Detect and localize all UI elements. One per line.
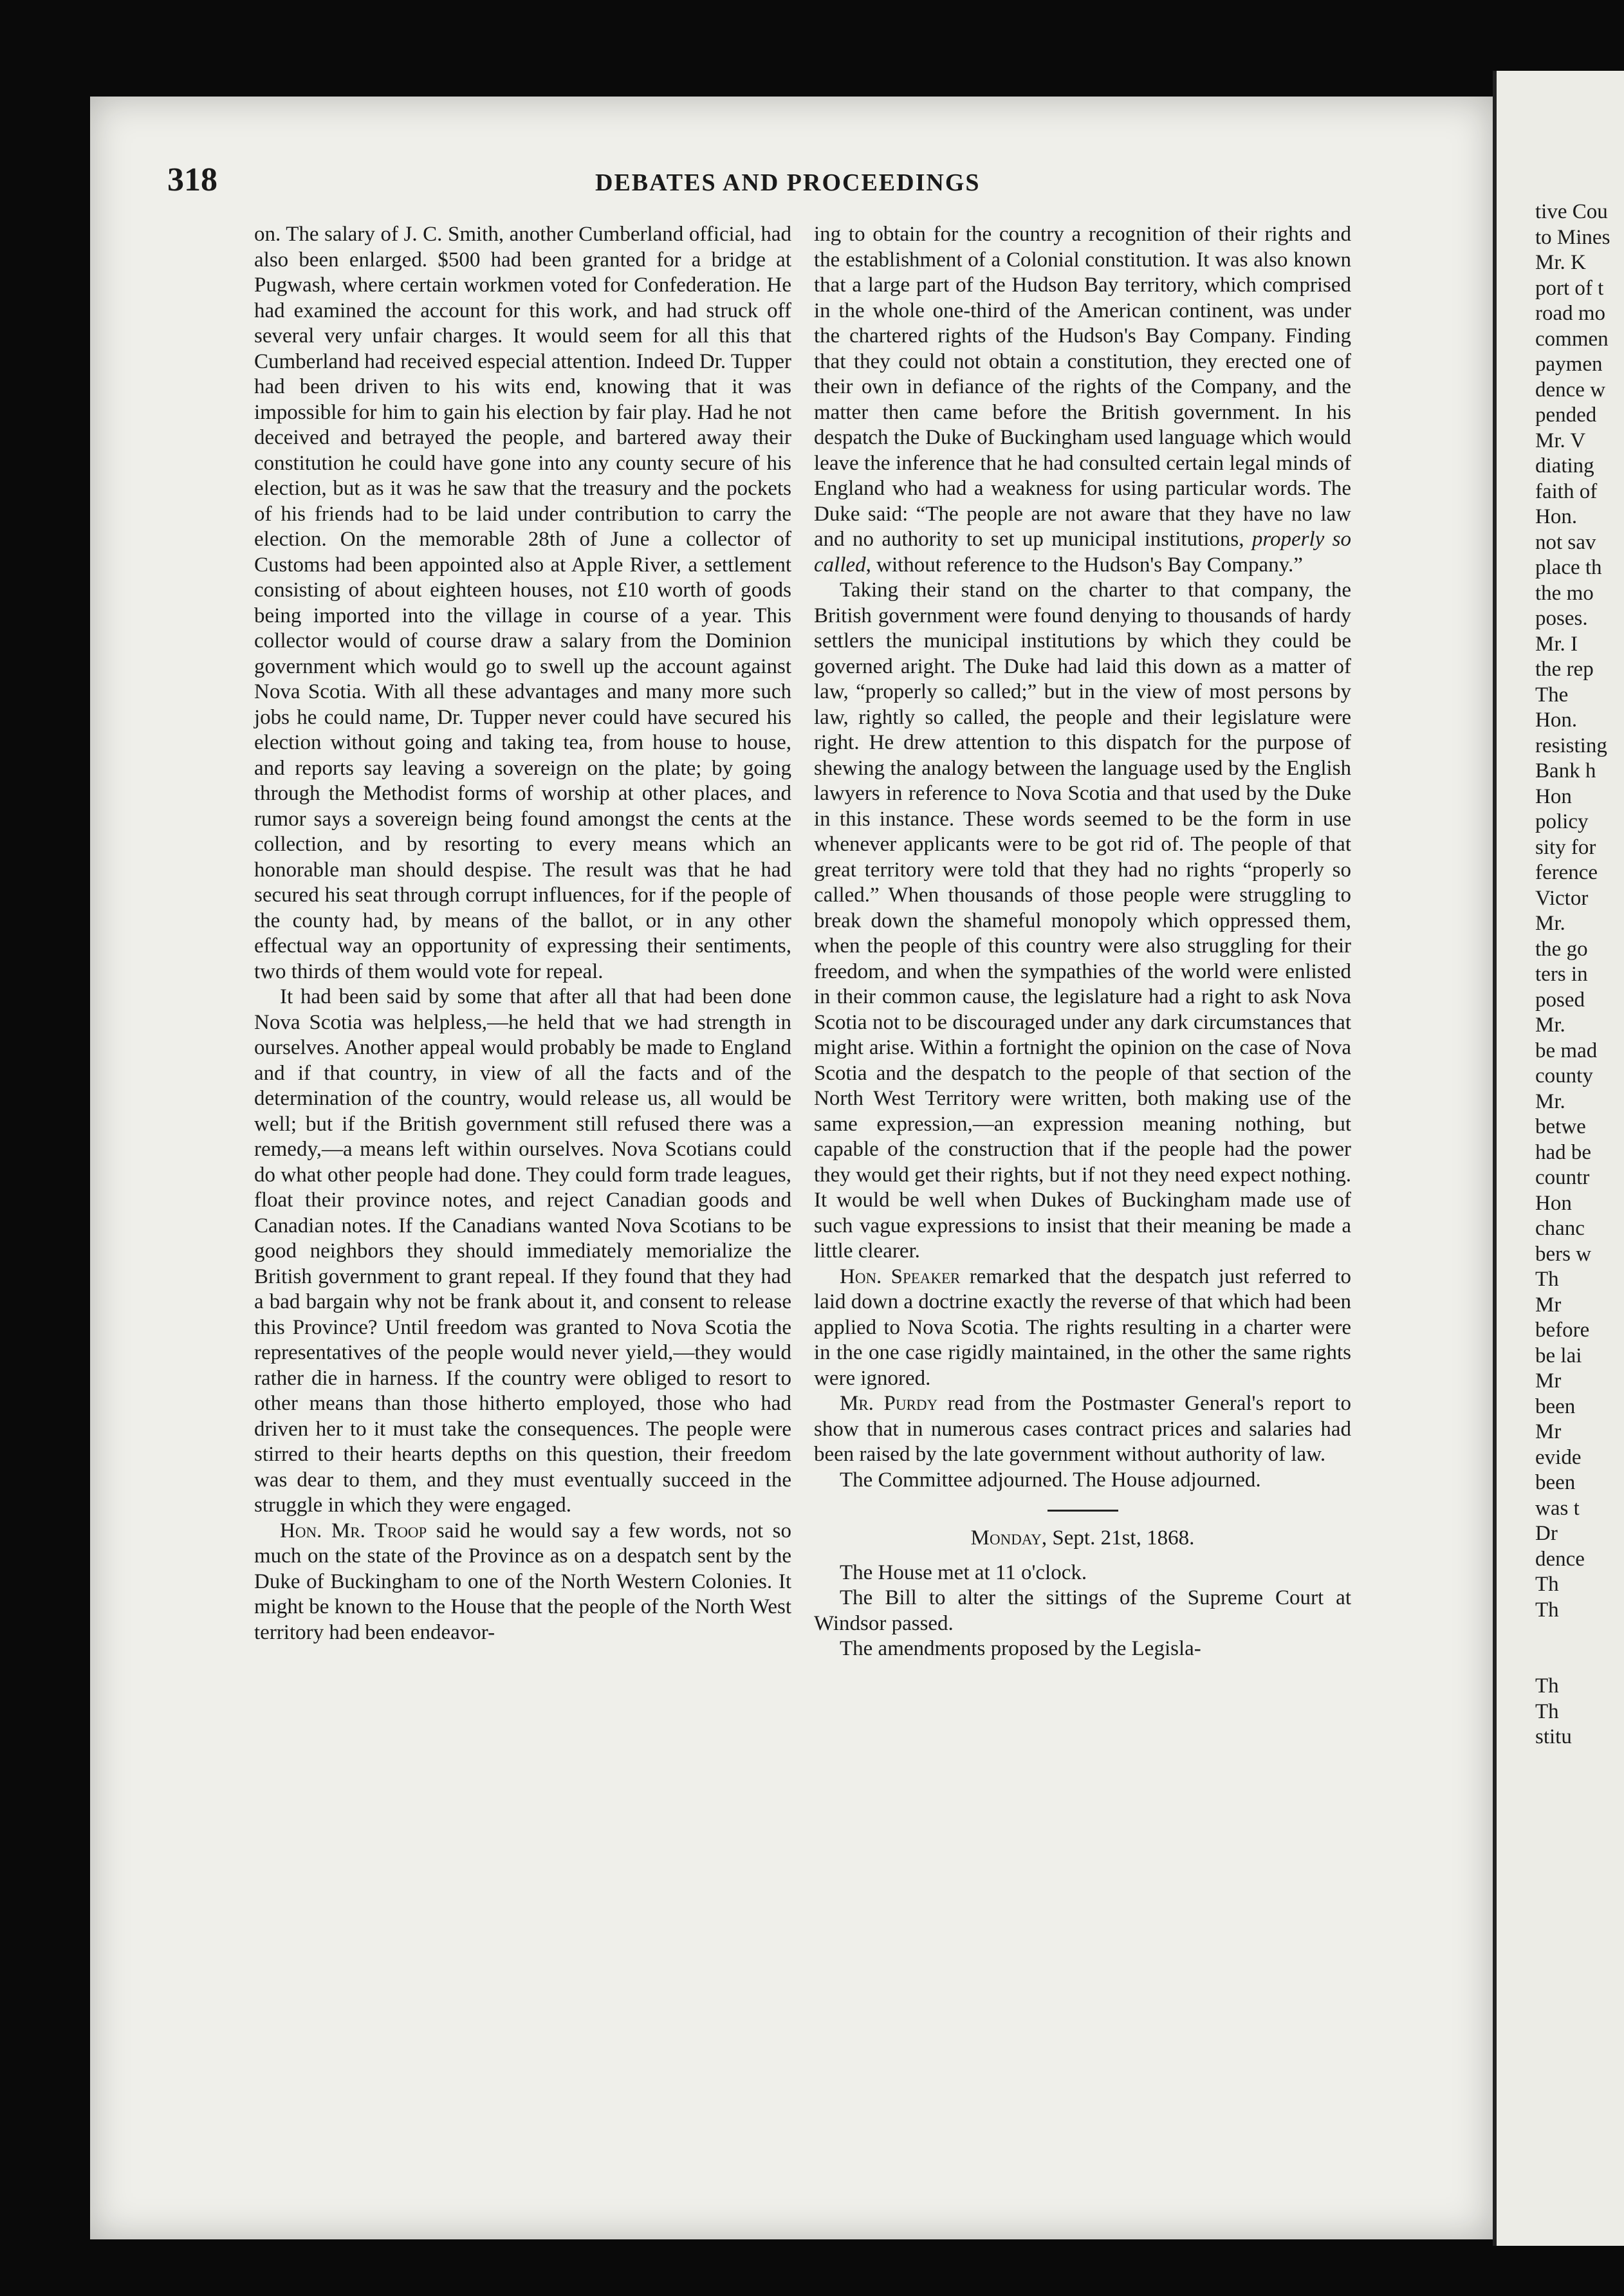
adjacent-fragment-line: countr: [1535, 1166, 1590, 1189]
text-run: ing to obtain for the country a recognition of their rights and the establishment of a Colonial constitution. It was also known that a large part of the Hudson Bay territory, which comprised in the whole one-third of the American continent, was under the chartered rights of the Hudson's Bay Company. Finding that they could not obtain a constitution, they erected one of their own in defiance of the rights of the Company, and the matter then came before the British government. In his despatch the Duke of Buckingham used language which would leave the inference that he had consulted certain legal minds of England who had a weakness for using particular words. The Duke said: “The people are not aware that they have no law and no authority to set up municipal institutions,: [814, 223, 1351, 551]
paragraph: It had been said by some that after all that had been done Nova Scotia was helpless,—he held that we had strength in ourselves. Another appeal would probably be made to England and if that country, in view of all the facts and of the determination of the country, would release us, all would be well; but if the British government still refused there was a remedy,—a means left within ourselves. Nova Scotians could do what other people had done. They could form trade leagues, float their province notes, and reject Canadian goods and Canadian notes. If the Canadians wanted Nova Scotians to be good neighbors they should immediately memorialize the British government to grant repeal. If they found that they had a bad bargain why not be frank about it, and consent to release this Province? Until freedom was granted to Nova Scotia the representatives of the people would never yield,—they would rather die in harness. If the country were obliged to resort to other means than those hitherto employed, those who had driven her to it must take the consequences. The people were stirred to their hearts depths on this question, their freedom was dear to them, and they must eventually succeed in the struggle in which they were engaged.: [254, 985, 791, 1517]
adjacent-fragment-line: stitu: [1535, 1725, 1572, 1748]
adjacent-fragment-line: Dr: [1535, 1522, 1558, 1545]
adjacent-fragment-line: Bank h: [1535, 759, 1596, 782]
adjacent-fragment-line: the go: [1535, 937, 1588, 961]
adjacent-fragment-line: betwe: [1535, 1115, 1586, 1138]
adjacent-fragment-line: Hon.: [1535, 505, 1578, 528]
paragraph: [814, 222, 1351, 578]
paragraph-purdy: [814, 1391, 1351, 1468]
adjacent-fragment-line: Mr. V: [1535, 429, 1586, 452]
adjacent-fragment-line: Mr: [1535, 1293, 1562, 1317]
adjacent-fragment-line: place th: [1535, 556, 1602, 579]
adjacent-fragment-line: Mr.: [1535, 912, 1565, 935]
paragraph: The House met at 11 o'clock.: [840, 1560, 1087, 1584]
paragraph: Taking their stand on the charter to that company, the British government were found denying to thousands of hardy settlers the municipal institutions by which they could be governed aright. The Duke had laid this down as a matter of law, “properly so called;” but in the view of most persons by law, rightly so called, the people and their legislature were right. He drew attention to this dispatch for the purpose of shewing the analogy between the language used by the English lawyers in reference to Nova Scotia and that used by the Duke in this instance. These words seemed to be the form in use whenever applicants were to be got rid of. The people of that great territory were told that they had no rights “properly so called.” When thousands of those people were struggling to break down the shameful monopoly which oppressed them, when the people of this country were also struggling for their freedom, and when the sympathies of the world were enlisted in their common cause, the legislature had a right to ask Nova Scotia not to be discouraged under any dark circumstances that might arise. Within a fortnight the opinion on the case of Nova Scotia and the despatch to the people of that section of the North West Territory were written, both making use of the same expression,—an expression meaning nothing, but capable of the construction that if the people had the power they would get their rights, but if not they need expect nothing. It would be well when Dukes of Buckingham made use of such vague expressions to insist that their meaning be made a little clearer.: [814, 579, 1351, 1263]
adjacent-fragment-line: posed: [1535, 988, 1585, 1012]
adjacent-fragment-line: Victor: [1535, 886, 1589, 910]
adjacent-fragment-line: was t: [1535, 1496, 1580, 1520]
adjacent-fragment-line: Th: [1535, 1674, 1559, 1698]
adjacent-fragment-line: Th: [1535, 1268, 1559, 1291]
adjacent-fragment-line: be mad: [1535, 1039, 1598, 1062]
running-title: DEBATES AND PROCEEDINGS: [595, 169, 981, 196]
adjacent-fragment-line: Mr. I: [1535, 632, 1578, 656]
adjacent-fragment-line: Hon.: [1535, 708, 1578, 732]
adjacent-fragment-line: Mr.: [1535, 1014, 1565, 1037]
adjacent-fragment-line: diating: [1535, 454, 1594, 477]
left-column: [254, 222, 791, 1645]
adjacent-fragment-line: the mo: [1535, 581, 1594, 605]
adjacent-fragment-line: Mr.: [1535, 1089, 1565, 1113]
adjacent-fragment-line: be lai: [1535, 1344, 1582, 1367]
adjacent-fragment-line: [1535, 1649, 1624, 1674]
adjacent-fragment-line: county: [1535, 1064, 1593, 1088]
adjacent-fragment-line: port of t: [1535, 276, 1604, 300]
date-rest: , Sept. 21st, 1868.: [1041, 1526, 1195, 1550]
speech-text: read from the Postmaster General's report to show that in numerous cases contract prices and salaries had been raised by the late government without authority of law.: [814, 1392, 1351, 1466]
adjacent-fragment-line: before: [1535, 1319, 1590, 1342]
adjacent-fragment-line: road mo: [1535, 302, 1606, 325]
adjacent-fragment-line: Hon: [1535, 784, 1572, 808]
speaker-name: Mr. Purdy: [840, 1392, 938, 1415]
adjacent-fragment-line: faith of: [1535, 479, 1598, 503]
text-run: , without reference to the Hudson's Bay Company.”: [865, 553, 1303, 577]
adjacent-fragment-line: had be: [1535, 1140, 1592, 1164]
adjacent-fragment-line: the rep: [1535, 658, 1594, 681]
adjacent-fragment-line: dence w: [1535, 378, 1606, 402]
paragraph: The amendments proposed by the Legisla-: [840, 1637, 1201, 1660]
adjacent-fragment-line: [1535, 1623, 1624, 1649]
adjacent-fragment-line: dence: [1535, 1547, 1585, 1571]
adjacent-fragment-line: The: [1535, 683, 1569, 707]
adjacent-fragment-line: ters in: [1535, 963, 1588, 986]
adjacent-fragment-line: Th: [1535, 1598, 1559, 1622]
paragraph-speaker: [814, 1264, 1351, 1392]
adjacent-fragment-line: chanc: [1535, 1217, 1585, 1240]
adjacent-fragment-line: pended: [1535, 403, 1597, 427]
page-number: 318: [167, 162, 217, 198]
adjacent-fragment-line: resisting: [1535, 734, 1607, 757]
adjacent-page-fragments: [1497, 199, 1624, 1750]
speaker-name: Hon. Speaker: [840, 1264, 961, 1288]
adjacent-fragment-line: commen: [1535, 327, 1609, 351]
date-day: Monday: [970, 1526, 1042, 1550]
adjacent-fragment-line: Th: [1535, 1699, 1559, 1723]
adjacent-fragment-line: paymen: [1535, 353, 1603, 376]
paragraph: on. The salary of J. C. Smith, another Cumberland official, had also been enlarged. $500 had been granted for a bridge at Pugwash, where certain workmen voted for Confederation. He had examined the account for this work, and had struck off several very unfair charges. It would seem for all this that Cumberland had received especial attention. Indeed Dr. Tupper had been driven to his wits end, knowing that it was impossible for him to gain his election by fair play. Had he not deceived and betrayed the people, and bartered away their constitution he could have gone into any county secure of his election, but as it was he saw that the treasury and the pockets of his friends had to be laid under contribution to carry the election. On the memorable 28th of June a collector of Customs had been appointed also at Apple River, a settlement consisting of about eighteen houses, not £10 worth of goods being imported into the village in course of a year. This collector would of course draw a salary from the Dominion government which would go to swell up the account against Nova Scotia. With all these advantages and many more such jobs he could name, Dr. Tupper never could have secured his election without going and taking tea, from house to house, and reports say leaving a sovereign on the plate; by going through the Methodist forms of worship at other places, and rumor says a sovereign being found amongst the cents at the collection, and by resorting to every means which an honorable man should despise. The result was that he had secured his seat through corrupt influences, for if the people of the county had, by means of the ballot, or in any other effectual way an opportunity of expressing their sentiments, two thirds of them would vote for repeal.: [254, 223, 791, 983]
adjacent-fragment-line: not sav: [1535, 530, 1596, 554]
adjacent-fragment-line: poses.: [1535, 607, 1588, 630]
adjacent-page: [1493, 71, 1624, 2246]
adjacent-fragment-line: been: [1535, 1394, 1576, 1418]
adjacent-fragment-line: ference: [1535, 861, 1598, 884]
paragraph-adjourn: The Committee adjourned. The House adjourned.: [840, 1468, 1261, 1492]
adjacent-fragment-line: Mr: [1535, 1420, 1562, 1443]
adjacent-fragment-line: Hon: [1535, 1191, 1572, 1215]
adjacent-fragment-line: been: [1535, 1471, 1576, 1494]
paragraph: The Bill to alter the sittings of the Supreme Court at Windsor passed.: [814, 1586, 1351, 1635]
adjacent-fragment-line: tive Cou: [1535, 200, 1608, 223]
adjacent-fragment-line: bers w: [1535, 1242, 1592, 1266]
speech-text: remarked that the despatch just referred to laid down a doctrine exactly the reverse of that which had been applied to Nova Scotia. The rights resulting in a charter were in the one case rigidly maintained, in the other the same rights were ignored.: [814, 1264, 1352, 1390]
adjacent-fragment-line: Th: [1535, 1573, 1559, 1596]
speech-text: said he would say a few words, not so much on the state of the Province as on a despatch sent by the Duke of Buckingham to one of the North Western Colonies. It might be known to the House that the people of the North West territory had been endeavor-: [254, 1519, 791, 1644]
adjacent-fragment-line: Mr: [1535, 1369, 1562, 1393]
adjacent-fragment-line: evide: [1535, 1445, 1582, 1469]
dateline: [814, 1526, 1351, 1551]
speaker-name: Hon. Mr. Troop: [280, 1519, 427, 1542]
adjacent-fragment-line: Mr. K: [1535, 251, 1586, 274]
section-divider: [1047, 1510, 1118, 1512]
adjacent-fragment-line: to Mines: [1535, 225, 1610, 249]
paragraph-troop: [254, 1519, 791, 1646]
right-column: [814, 222, 1351, 1662]
italic-text: properly so called: [814, 528, 1351, 577]
adjacent-fragment-line: sity for: [1535, 835, 1596, 859]
adjacent-fragment-line: policy: [1535, 810, 1589, 833]
